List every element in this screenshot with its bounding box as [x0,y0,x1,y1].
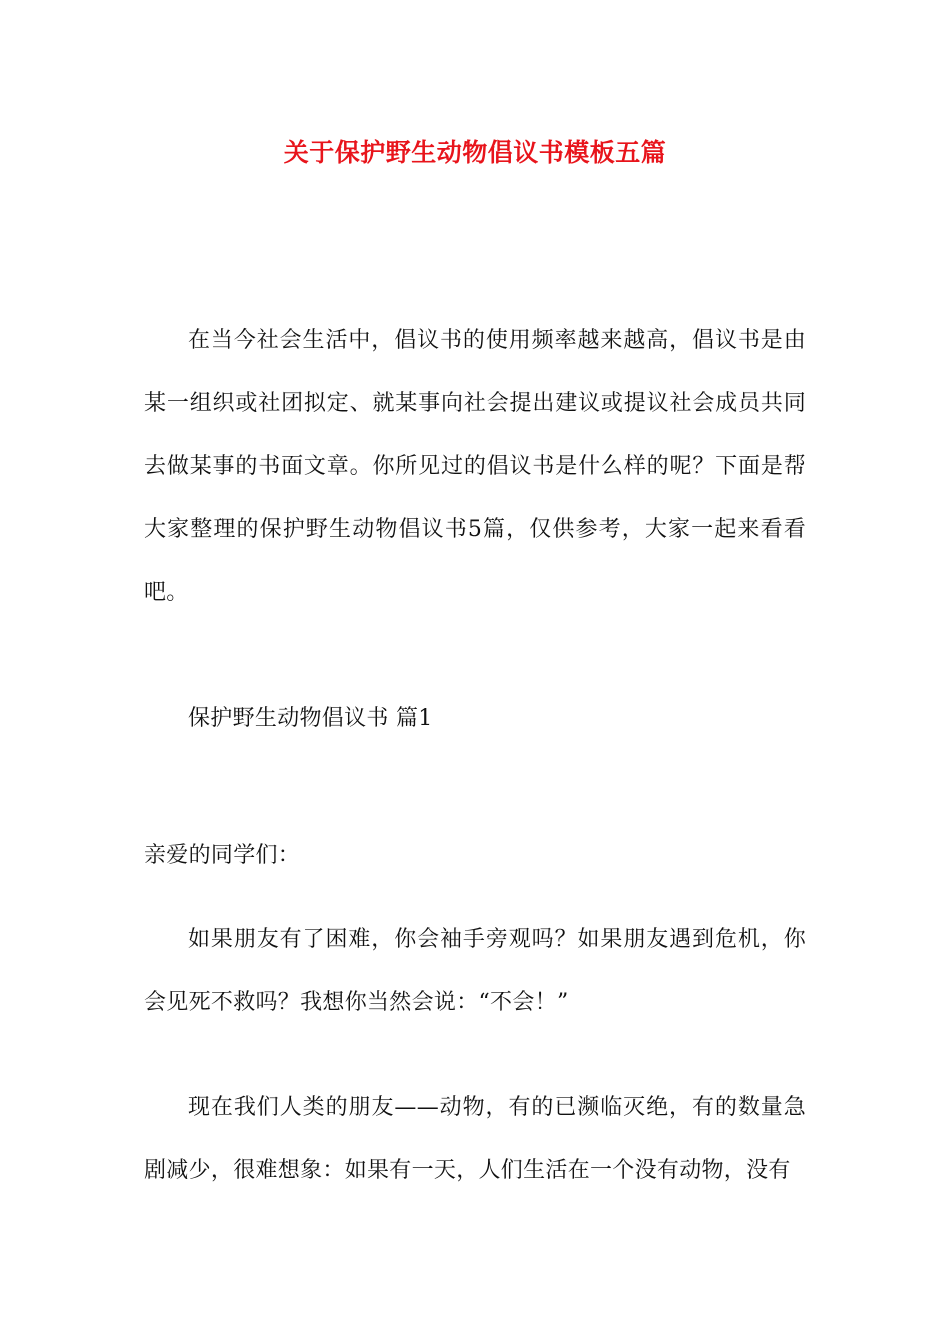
section-heading: 保护野生动物倡议书 篇1 [188,706,433,731]
paragraph-1-block [144,908,806,1034]
intro-paragraph: 在当今社会生活中，倡议书的使用频率越来越高，倡议书是由某一组织或社团拟定、就某事向社会提出建议或提议社会成员共同去做某事的书面文章。你所见过的倡议书是什么样的呢？下面是帮大家整理的保护野生动物倡议书5篇，仅供参考，大家一起来看看吧。 [144,328,806,605]
greeting-text: 亲爱的同学们： [144,843,301,868]
paragraph-2-block [144,1076,806,1202]
intro-paragraph-block [144,309,806,624]
document-title: 关于保护野生动物倡议书模板五篇 [283,138,667,167]
greeting-block [144,824,806,887]
paragraph-1: 如果朋友有了困难，你会袖手旁观吗？如果朋友遇到危机，你会见死不救吗？我想你当然会说：“不会！” [144,927,806,1015]
section-heading-block [144,687,806,750]
paragraph-2: 现在我们人类的朋友——动物，有的已濒临灭绝，有的数量急剧减少，很难想象：如果有一天，人们生活在一个没有动物，没有 [144,1095,806,1183]
